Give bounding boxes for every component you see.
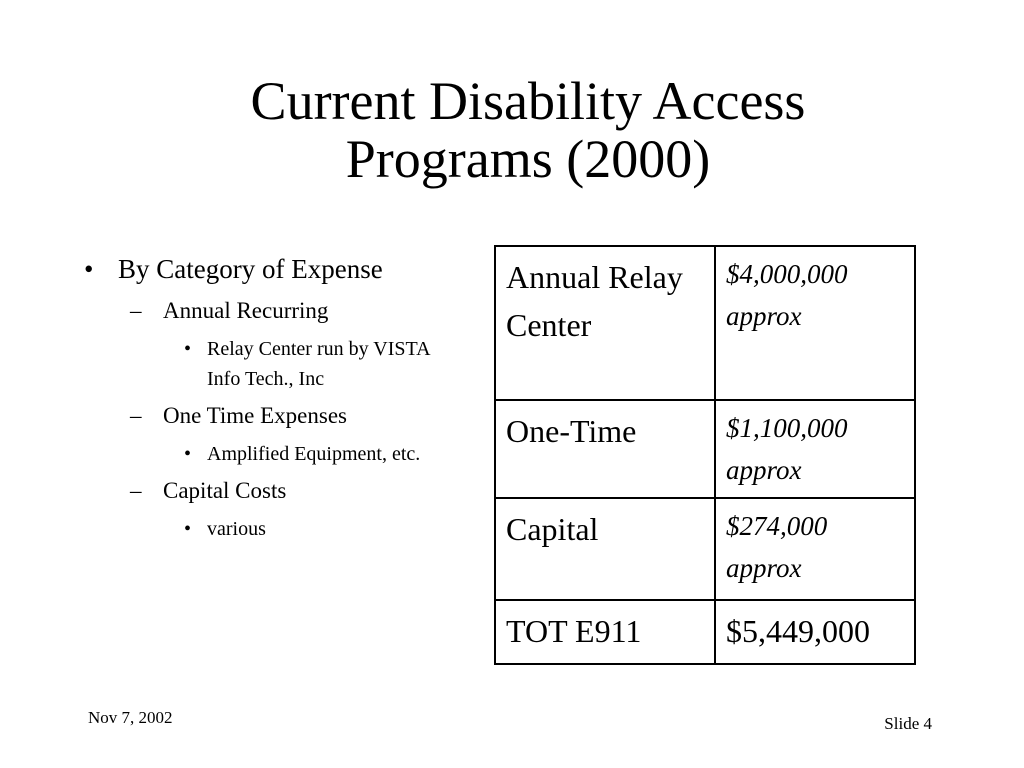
table-cell-value (715, 498, 915, 600)
sub-bullet-text: Capital Costs (163, 478, 287, 503)
bullet-list (80, 250, 480, 544)
table-row (495, 246, 915, 400)
slide-title-line2: Programs (2000) (345, 129, 711, 189)
dash-marker: – (130, 403, 142, 428)
value-amount: $4,000,000 (726, 259, 848, 289)
table-cell-value (715, 246, 915, 400)
bullet-item-main (80, 250, 418, 289)
table-cell-value (715, 400, 915, 498)
sub-bullet-one-time-expenses (80, 401, 480, 431)
table-cell-label: One-Time (495, 400, 715, 498)
dash-marker: – (130, 298, 142, 323)
slide-title-line1: Current Disability Access (250, 71, 806, 131)
table-row (495, 498, 915, 600)
table-cell-label: Annual Relay Center (495, 246, 715, 400)
detail-bullet-various (80, 514, 447, 544)
bullet-marker: • (184, 338, 192, 360)
detail-bullet-relay-center (80, 334, 447, 394)
value-amount: $1,100,000 (726, 413, 848, 443)
table-cell-label: Capital (495, 498, 715, 600)
table-cell-total: $5,449,000 (715, 600, 915, 664)
detail-bullet-amplified-equipment (80, 439, 447, 469)
bullet-marker: • (184, 518, 192, 540)
bullet-text-main: By Category of Expense (118, 254, 383, 284)
detail-bullet-text: various (207, 518, 266, 540)
sub-bullet-text: Annual Recurring (163, 298, 329, 323)
value-amount: $274,000 (726, 511, 828, 541)
value-qualifier: approx (726, 301, 802, 331)
bullet-marker: • (184, 443, 192, 465)
table-cell-label: TOT E911 (495, 600, 715, 664)
detail-bullet-text: Relay Center run by VISTA Info Tech., Inc (207, 338, 430, 390)
value-qualifier: approx (726, 455, 802, 485)
sub-bullet-annual-recurring (80, 296, 480, 326)
table-row (495, 400, 915, 498)
sub-bullet-text: One Time Expenses (163, 403, 347, 428)
slide-title (100, 72, 956, 188)
sub-bullet-capital-costs (80, 476, 480, 506)
dash-marker: – (130, 478, 142, 503)
bullet-marker: • (84, 254, 94, 284)
table-row (495, 600, 915, 664)
detail-bullet-text: Amplified Equipment, etc. (207, 443, 421, 465)
slide-number: Slide 4 (884, 714, 932, 733)
value-qualifier: approx (726, 553, 802, 583)
footer-date: Nov 7, 2002 (88, 708, 173, 727)
expense-table (494, 245, 916, 665)
